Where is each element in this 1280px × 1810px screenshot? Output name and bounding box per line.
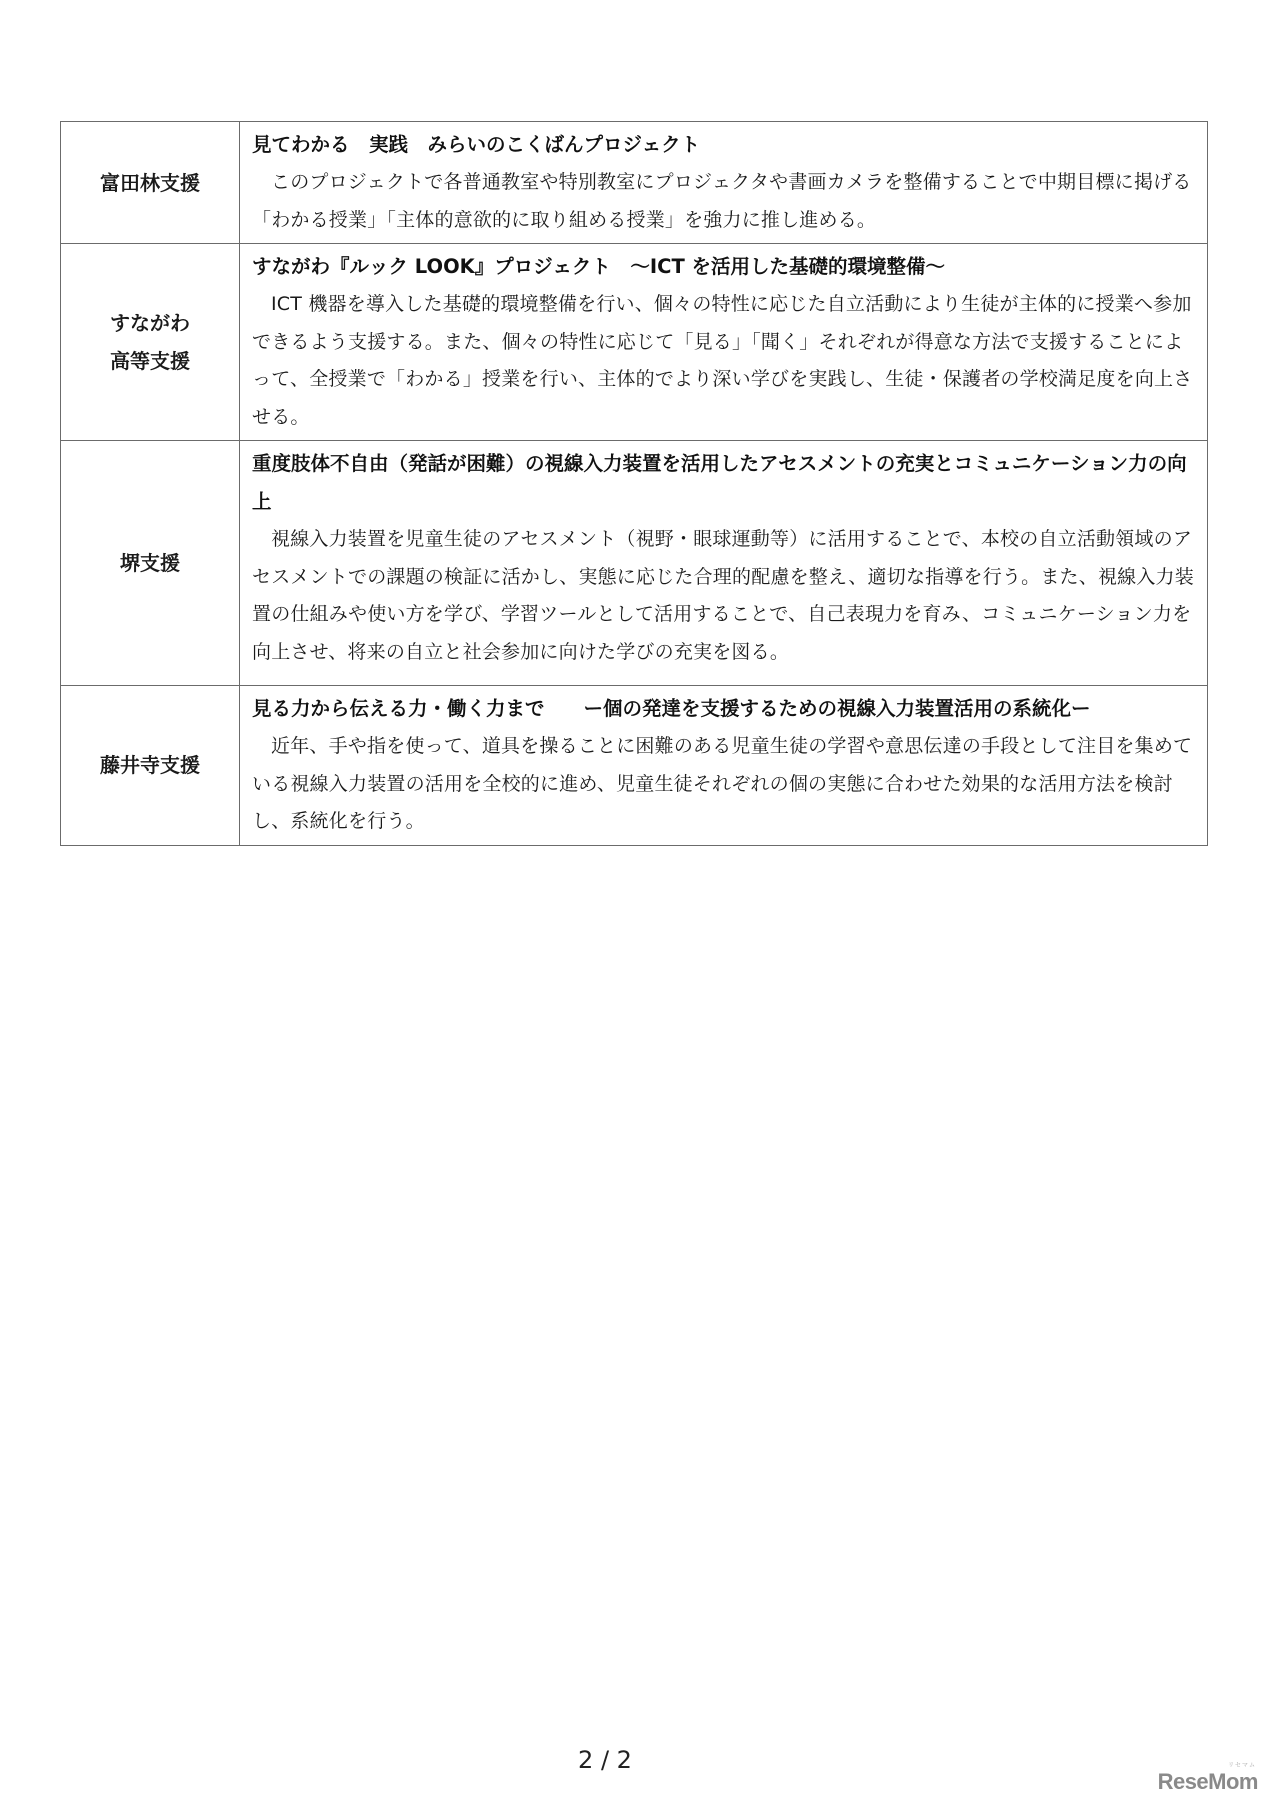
project-cell	[240, 244, 1208, 441]
page-number: 2 / 2	[578, 1746, 632, 1774]
project-cell	[240, 686, 1208, 846]
project-description: このプロジェクトで各普通教室や特別教室にプロジェクタや書画カメラを整備することで中期目標に掲げる「わかる授業」「主体的意欲的に取り組める授業」を強力に推し進める。	[252, 171, 1192, 231]
logo-text: ReseMom	[1157, 1769, 1258, 1794]
school-name-cell	[61, 686, 240, 846]
project-title: 見る力から伝える力・働く力まで ー個の発達を支援するための視線入力装置活用の系統化ー	[252, 697, 1091, 720]
project-title: 重度肢体不自由（発話が困難）の視線入力装置を活用したアセスメントの充実とコミュニケーション力の向上	[252, 452, 1187, 513]
project-description: 近年、手や指を使って、道具を操ることに困難のある児童生徒の学習や意思伝達の手段として注目を集めている視線入力装置の活用を全校的に進め、児童生徒それぞれの個の実態に合わせた効果的な活用方法を検討し、系統化を行う。	[252, 735, 1193, 832]
table-row	[61, 244, 1208, 441]
logo-superscript: リセマム	[1228, 1763, 1256, 1769]
school-name-cell	[61, 244, 240, 441]
table-row	[61, 122, 1208, 244]
school-name-line: 高等支援	[110, 349, 190, 373]
table-row	[61, 441, 1208, 686]
projects-table	[60, 121, 1208, 846]
school-name: 堺支援	[120, 551, 180, 575]
project-cell	[240, 122, 1208, 244]
project-description: ICT 機器を導入した基礎的環境整備を行い、個々の特性に応じた自立活動により生徒が主体的に授業へ参加できるよう支援する。また、個々の特性に応じて「見る」「聞く」それぞれが得意な方法で支援することによって、全授業で「わかる」授業を行い、主体的でより深い学びを実践し、生徒・保護者の学校満足度を向上させる。	[252, 293, 1193, 428]
school-name: 藤井寺支援	[100, 753, 200, 778]
resemom-logo	[1157, 1763, 1258, 1795]
project-description: 視線入力装置を児童生徒のアセスメント（視野・眼球運動等）に活用することで、本校の自立活動領域のアセスメントでの課題の検証に活かし、実態に応じた合理的配慮を整え、適切な指導を行う。また、視線入力装置の仕組みや使い方を学び、学習ツールとして活用することで、自己表現力を育み、コミュニケーション力を向上させ、将来の自立と社会参加に向けた学びの充実を図る。	[252, 528, 1194, 663]
school-name-cell	[61, 441, 240, 686]
project-title: すながわ『ルック LOOK』プロジェクト ～ICT を活用した基礎的環境整備～	[252, 255, 946, 278]
school-name-cell	[61, 122, 240, 244]
project-title: 見てわかる 実践 みらいのこくばんプロジェクト	[252, 133, 701, 156]
school-name-line: すながわ	[110, 311, 190, 335]
table-row	[61, 686, 1208, 846]
project-cell	[240, 441, 1208, 686]
school-name: 富田林支援	[100, 170, 200, 195]
